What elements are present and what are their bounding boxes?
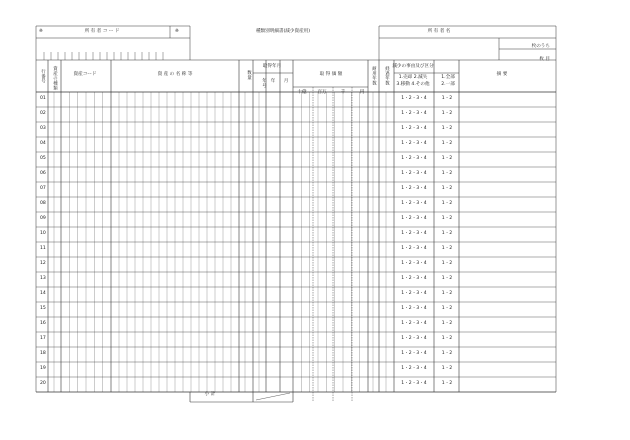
owner-code-label: 所 有 者 コ ー ド: [84, 29, 120, 34]
row-number: 04: [40, 141, 46, 146]
row-number: 09: [40, 216, 46, 221]
elapsed-years-header: 経過年数: [384, 66, 390, 86]
row-reason-options[interactable]: 1・2・3・4: [401, 96, 427, 101]
corner-mark-mid: ※: [175, 29, 179, 34]
row-number: 17: [40, 336, 46, 341]
cost-unit-yen: 円: [359, 90, 365, 95]
row-partial-options[interactable]: 1・2: [441, 276, 453, 281]
row-number: 20: [40, 381, 46, 386]
row-number: 10: [40, 231, 46, 236]
cost-unit-billion: 十億: [297, 90, 307, 95]
cost-header: 取 得 価 額: [319, 72, 343, 77]
row-partial-options[interactable]: 1・2: [441, 216, 453, 221]
cost-unit-thousand: 千: [340, 90, 346, 95]
row-reason-options[interactable]: 1・2・3・4: [401, 201, 427, 206]
quantity-header: 数量: [246, 70, 252, 80]
reduction-reason-sub2: 3.移動 4.その他: [396, 82, 430, 87]
row-number: 12: [40, 261, 46, 266]
useful-life-header: 耐用年数: [371, 66, 377, 86]
row-partial-options[interactable]: 1・2: [441, 246, 453, 251]
partial-header-2: 2.一部: [441, 82, 455, 87]
asset-type-header: 資産の種類: [52, 66, 58, 91]
row-reason-options[interactable]: 1・2・3・4: [401, 171, 427, 176]
row-partial-options[interactable]: 1・2: [441, 336, 453, 341]
row-reason-options[interactable]: 1・2・3・4: [401, 381, 427, 386]
reduction-reason-header: 減少の事由及び区分: [392, 64, 434, 69]
row-reason-options[interactable]: 1・2・3・4: [401, 306, 427, 311]
row-reason-options[interactable]: 1・2・3・4: [401, 321, 427, 326]
row-reason-options[interactable]: 1・2・3・4: [401, 351, 427, 356]
row-reason-options[interactable]: 1・2・3・4: [401, 366, 427, 371]
row-number: 19: [40, 366, 46, 371]
row-number: 16: [40, 321, 46, 326]
row-reason-options[interactable]: 1・2・3・4: [401, 141, 427, 146]
row-partial-options[interactable]: 1・2: [441, 141, 453, 146]
row-partial-options[interactable]: 1・2: [441, 381, 453, 386]
corner-mark-left: ※: [39, 29, 43, 34]
row-partial-options[interactable]: 1・2: [441, 171, 453, 176]
remarks-header: 摘 要: [496, 72, 508, 77]
row-number: 15: [40, 306, 46, 311]
era-header: 年号: [261, 78, 267, 88]
row-number: 01: [40, 96, 46, 101]
row-partial-options[interactable]: 1・2: [441, 126, 453, 131]
row-number: 08: [40, 201, 46, 206]
row-reason-options[interactable]: 1・2・3・4: [401, 216, 427, 221]
year-header: 年: [270, 79, 276, 84]
row-partial-options[interactable]: 1・2: [441, 111, 453, 116]
row-number: 14: [40, 291, 46, 296]
row-partial-options[interactable]: 1・2: [441, 306, 453, 311]
row-partial-options[interactable]: 1・2: [441, 156, 453, 161]
partial-header-1: 1.全部: [441, 75, 455, 80]
reduction-reason-sub1: 1.売却 2.滅失: [398, 75, 428, 80]
row-number: 03: [40, 126, 46, 131]
row-number: 13: [40, 276, 46, 281]
row-reason-options[interactable]: 1・2・3・4: [401, 291, 427, 296]
row-reason-options[interactable]: 1・2・3・4: [401, 261, 427, 266]
acquired-date-header: 取得年月: [262, 64, 282, 69]
row-reason-options[interactable]: 1・2・3・4: [401, 276, 427, 281]
row-reason-options[interactable]: 1・2・3・4: [401, 186, 427, 191]
form-title: 種類別明細書(減少資産用): [255, 29, 311, 34]
row-reason-options[interactable]: 1・2・3・4: [401, 126, 427, 131]
row-partial-options[interactable]: 1・2: [441, 231, 453, 236]
row-partial-options[interactable]: 1・2: [441, 186, 453, 191]
row-reason-options[interactable]: 1・2・3・4: [401, 231, 427, 236]
row-number: 07: [40, 186, 46, 191]
sheet-number-label: 枚 目: [539, 57, 550, 62]
grid-line-107: [256, 393, 290, 400]
row-reason-options[interactable]: 1・2・3・4: [401, 111, 427, 116]
row-partial-options[interactable]: 1・2: [441, 261, 453, 266]
asset-code-header: 資産コード: [73, 72, 97, 77]
row-partial-options[interactable]: 1・2: [441, 291, 453, 296]
row-reason-options[interactable]: 1・2・3・4: [401, 156, 427, 161]
row-partial-options[interactable]: 1・2: [441, 321, 453, 326]
row-number: 11: [40, 246, 46, 251]
owner-name-label: 所 有 者 名: [427, 29, 451, 34]
subtotal-label: 小 計: [204, 392, 216, 397]
sheet-of-label: 枚のうち: [531, 44, 550, 49]
row-partial-options[interactable]: 1・2: [441, 96, 453, 101]
row-number: 18: [40, 351, 46, 356]
row-partial-options[interactable]: 1・2: [441, 351, 453, 356]
month-header: 月: [283, 79, 289, 84]
row-reason-options[interactable]: 1・2・3・4: [401, 336, 427, 341]
cost-unit-million: 百万: [317, 90, 327, 95]
row-number: 05: [40, 156, 46, 161]
row-number: 06: [40, 171, 46, 176]
row-partial-options[interactable]: 1・2: [441, 366, 453, 371]
row-partial-options[interactable]: 1・2: [441, 201, 453, 206]
asset-name-header: 資 産 の 名 称 等: [157, 72, 193, 77]
row-number: 02: [40, 111, 46, 116]
row-number-header: 行番号: [40, 69, 46, 84]
row-reason-options[interactable]: 1・2・3・4: [401, 246, 427, 251]
